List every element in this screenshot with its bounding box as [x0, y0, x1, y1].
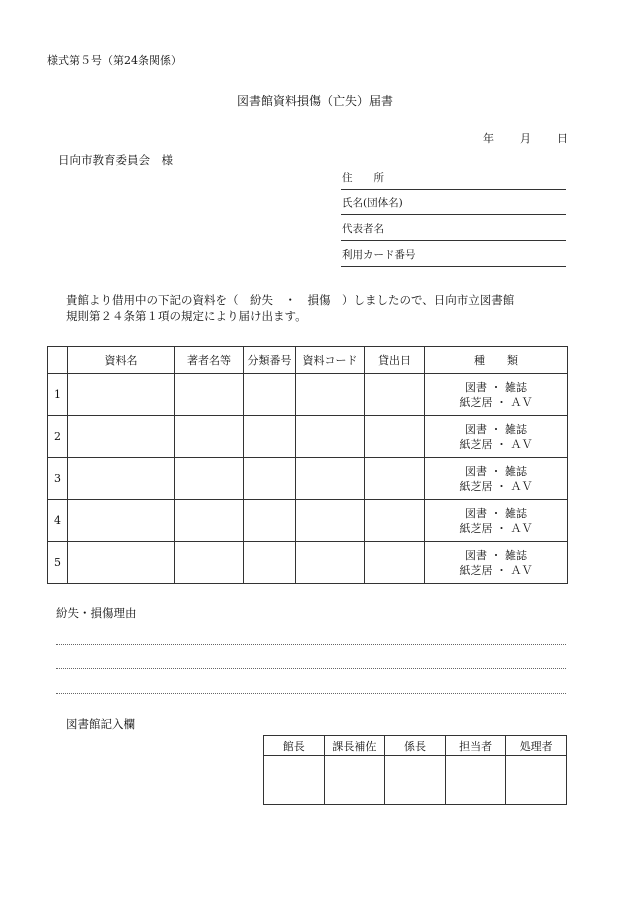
- classification-cell[interactable]: [244, 416, 296, 458]
- addressee: 日向市教育委員会 様: [58, 153, 173, 167]
- kind-options-1: 図書 ・ 雑誌: [465, 548, 527, 562]
- kind-options-2: 紙芝居 ・ ＡＶ: [459, 563, 533, 577]
- kind-options-1: 図書 ・ 雑誌: [465, 506, 527, 520]
- header-kind: 種 類: [425, 347, 568, 374]
- date-year-label: 年: [483, 132, 494, 145]
- material-code-cell[interactable]: [296, 374, 365, 416]
- header-classification: 分類番号: [244, 347, 296, 374]
- table-header-row: [48, 347, 568, 374]
- stamp-cell-person-in-charge[interactable]: [445, 756, 506, 805]
- address-label: 住 所: [342, 172, 384, 184]
- approval-deputy-chief: 課長補佐: [324, 736, 385, 756]
- approval-director: 館長: [264, 736, 325, 756]
- card-number-label: 利用カード番号: [342, 249, 416, 261]
- declaration-line-2: 規則第２４条第１項の規定により届け出ます。: [66, 309, 307, 323]
- header-number: [48, 347, 68, 374]
- stamp-cell-section-chief[interactable]: [385, 756, 446, 805]
- loan-date-cell[interactable]: [365, 458, 425, 500]
- row-number: 1: [48, 374, 68, 416]
- kind-options-2: 紙芝居 ・ ＡＶ: [459, 521, 533, 535]
- loan-date-cell[interactable]: [365, 416, 425, 458]
- kind-options-1: 図書 ・ 雑誌: [465, 464, 527, 478]
- loan-date-cell[interactable]: [365, 500, 425, 542]
- classification-cell[interactable]: [244, 374, 296, 416]
- document-title: 図書館資料損傷（亡失）届書: [236, 94, 393, 108]
- author-cell[interactable]: [175, 500, 244, 542]
- approval-stamp-table: [263, 735, 567, 805]
- kind-cell[interactable]: [425, 542, 568, 584]
- classification-cell[interactable]: [244, 458, 296, 500]
- approval-processor: 処理者: [506, 736, 567, 756]
- title-cell[interactable]: [68, 416, 175, 458]
- office-use-label: 図書館記入欄: [66, 717, 135, 731]
- author-cell[interactable]: [175, 416, 244, 458]
- stamp-cell-processor[interactable]: [506, 756, 567, 805]
- table-row: [48, 416, 568, 458]
- row-number: 2: [48, 416, 68, 458]
- representative-field[interactable]: [341, 216, 566, 241]
- table-row: [48, 458, 568, 500]
- material-code-cell[interactable]: [296, 500, 365, 542]
- kind-options-1: 図書 ・ 雑誌: [465, 422, 527, 436]
- reason-label: 紛失・損傷理由: [56, 606, 137, 620]
- author-cell[interactable]: [175, 458, 244, 500]
- date-day-label: 日: [557, 132, 568, 145]
- material-code-cell[interactable]: [296, 542, 365, 584]
- loan-date-cell[interactable]: [365, 542, 425, 584]
- approval-section-chief: 係長: [385, 736, 446, 756]
- table-row: [48, 542, 568, 584]
- kind-cell[interactable]: [425, 374, 568, 416]
- declaration-line-1: 貴館より借用中の下記の資料を（ 紛失 ・ 損傷 ）しましたので、日向市立図書館: [66, 293, 515, 307]
- kind-cell[interactable]: [425, 500, 568, 542]
- kind-options-2: 紙芝居 ・ ＡＶ: [459, 479, 533, 493]
- approval-stamp-row: [264, 756, 567, 805]
- materials-table: [47, 346, 568, 584]
- row-number: 3: [48, 458, 68, 500]
- date-month-label: 月: [520, 132, 531, 145]
- title-cell[interactable]: [68, 374, 175, 416]
- title-cell[interactable]: [68, 458, 175, 500]
- header-loan-date: 貸出日: [365, 347, 425, 374]
- representative-label: 代表者名: [342, 223, 384, 235]
- reason-line-2[interactable]: [56, 668, 566, 669]
- kind-cell[interactable]: [425, 416, 568, 458]
- kind-options-2: 紙芝居 ・ ＡＶ: [459, 395, 533, 409]
- title-cell[interactable]: [68, 500, 175, 542]
- reason-line-3[interactable]: [56, 693, 566, 694]
- kind-cell[interactable]: [425, 458, 568, 500]
- approval-header-row: [264, 736, 567, 756]
- author-cell[interactable]: [175, 542, 244, 584]
- address-field[interactable]: [341, 165, 566, 190]
- stamp-cell-director[interactable]: [264, 756, 325, 805]
- card-number-field[interactable]: [341, 242, 566, 267]
- reason-line-1[interactable]: [56, 644, 566, 645]
- classification-cell[interactable]: [244, 542, 296, 584]
- name-label: 氏名(団体名): [342, 197, 403, 209]
- form-number: 様式第５号（第24条関係）: [47, 54, 182, 67]
- row-number: 5: [48, 542, 68, 584]
- classification-cell[interactable]: [244, 500, 296, 542]
- header-material-code: 資料コード: [296, 347, 365, 374]
- loan-date-cell[interactable]: [365, 374, 425, 416]
- header-title: 資料名: [68, 347, 175, 374]
- stamp-cell-deputy-chief[interactable]: [324, 756, 385, 805]
- title-cell[interactable]: [68, 542, 175, 584]
- table-row: [48, 500, 568, 542]
- kind-options-1: 図書 ・ 雑誌: [465, 380, 527, 394]
- declaration-text: [66, 292, 514, 324]
- table-row: [48, 374, 568, 416]
- row-number: 4: [48, 500, 68, 542]
- kind-options-2: 紙芝居 ・ ＡＶ: [459, 437, 533, 451]
- author-cell[interactable]: [175, 374, 244, 416]
- approval-person-in-charge: 担当者: [445, 736, 506, 756]
- header-author: 著者名等: [175, 347, 244, 374]
- name-field[interactable]: [341, 190, 566, 215]
- material-code-cell[interactable]: [296, 416, 365, 458]
- material-code-cell[interactable]: [296, 458, 365, 500]
